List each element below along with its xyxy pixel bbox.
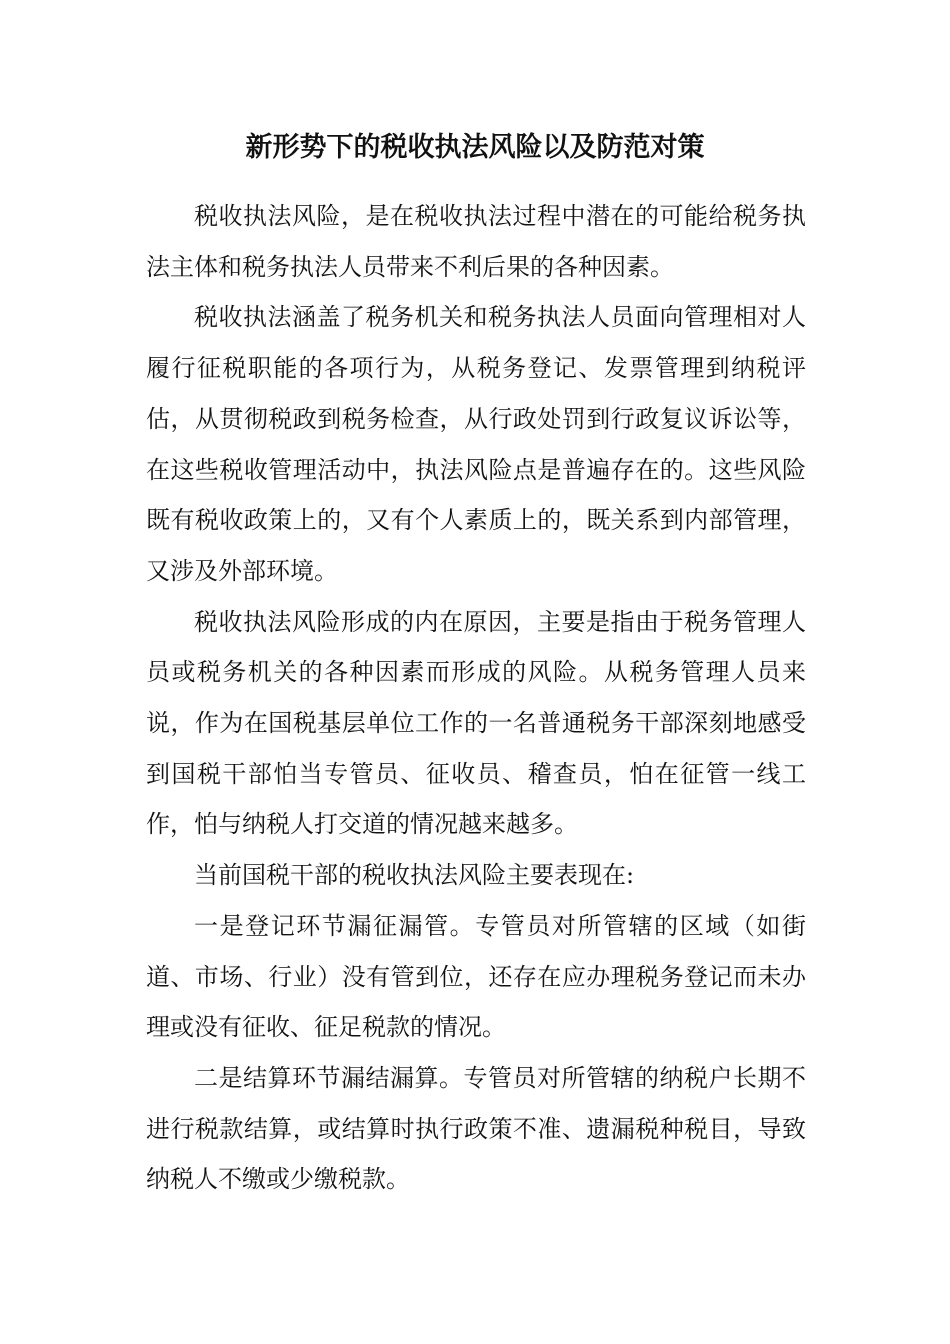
paragraph: 税收执法风险，是在税收执法过程中潜在的可能给税务执法主体和税务执法人员带来不利后果的各种因素。 [146,202,806,281]
document-body [146,191,806,1205]
document-title: 新形势下的税收执法风险以及防范对策 [245,132,705,163]
paragraph: 税收执法风险形成的内在原因，主要是指由于税务管理人员或税务机关的各种因素而形成的风险。从税务管理人员来说，作为在国税基层单位工作的一名普通税务干部深刻地感受到国税干部怕当专管员、征收员、稽查员，怕在征管一线工作，怕与纳税人打交道的情况越来越多。 [146,607,806,839]
paragraph: 一是登记环节漏征漏管。专管员对所管辖的区域（如街道、市场、行业）没有管到位，还存在应办理税务登记而未办理或没有征收、征足税款的情况。 [146,911,806,1042]
paragraph: 二是结算环节漏结漏算。专管员对所管辖的纳税户长期不进行税款结算，或结算时执行政策不准、遗漏税种税目，导致纳税人不缴或少缴税款。 [146,1063,806,1194]
paragraph: 当前国税干部的税收执法风险主要表现在: [194,861,635,890]
paragraph: 税收执法涵盖了税务机关和税务执法人员面向管理相对人履行征税职能的各项行为，从税务登记、发票管理到纳税评估，从贯彻税政到税务检查，从行政处罚到行政复议诉讼等，在这些税收管理活动中，执法风险点是普遍存在的。这些风险既有税收政策上的，又有个人素质上的，既关系到内部管理，又涉及外部环境。 [146,303,806,585]
